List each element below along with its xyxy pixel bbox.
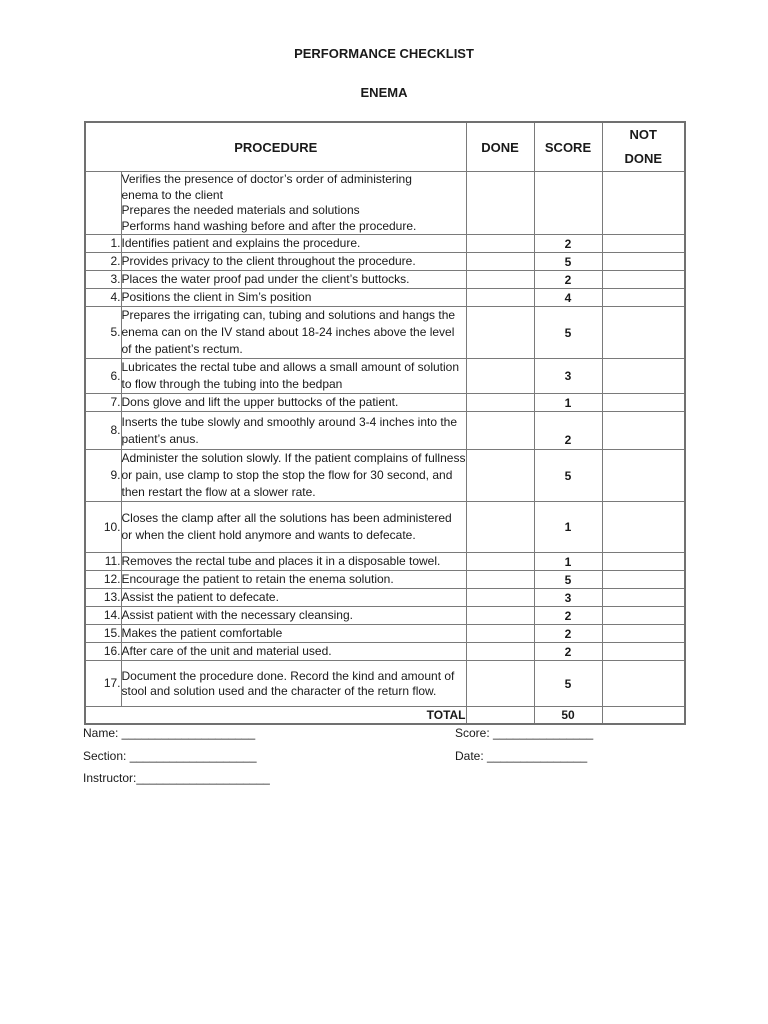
step-score: 3 xyxy=(534,359,602,394)
done-cell[interactable] xyxy=(466,553,534,571)
done-cell[interactable] xyxy=(466,307,534,359)
step-score: 2 xyxy=(534,643,602,661)
step-text: Lubricates the rectal tube and allows a small amount of solution to flow through the tubing into the bedpan xyxy=(121,359,466,394)
done-cell[interactable] xyxy=(466,253,534,271)
step-number: 16. xyxy=(85,643,121,661)
done-cell[interactable] xyxy=(466,625,534,643)
not-done-cell[interactable] xyxy=(602,553,685,571)
done-cell[interactable] xyxy=(466,571,534,589)
done-cell[interactable] xyxy=(466,172,534,235)
not-done-header-line2: DONE xyxy=(624,151,663,166)
document-title: PERFORMANCE CHECKLIST xyxy=(294,46,474,61)
preliminary-steps xyxy=(121,172,466,235)
done-cell[interactable] xyxy=(466,289,534,307)
step-score: 2 xyxy=(534,271,602,289)
step-text: Inserts the tube slowly and smoothly around 3-4 inches into the patient’s anus. xyxy=(121,412,466,450)
done-cell[interactable] xyxy=(466,707,534,724)
checklist-table xyxy=(84,121,686,725)
step-text: Positions the client in Sim’s position xyxy=(121,289,466,307)
step-number: 6. xyxy=(85,359,121,394)
done-cell[interactable] xyxy=(466,661,534,707)
preliminary-line: Prepares the needed materials and solutions xyxy=(121,203,360,217)
done-cell[interactable] xyxy=(466,450,534,502)
step-score: 5 xyxy=(534,571,602,589)
step-number: 17. xyxy=(85,661,121,707)
table-row xyxy=(85,643,685,661)
table-row xyxy=(85,589,685,607)
table-row xyxy=(85,359,685,394)
not-done-cell[interactable] xyxy=(602,235,685,253)
total-score: 50 xyxy=(534,707,602,724)
table-row xyxy=(85,607,685,625)
step-score: 1 xyxy=(534,502,602,553)
step-score: 2 xyxy=(534,235,602,253)
section-field[interactable]: Section: ___________________ xyxy=(83,749,257,763)
step-number: 2. xyxy=(85,253,121,271)
header-row xyxy=(85,122,685,172)
step-score: 4 xyxy=(534,289,602,307)
step-text: After care of the unit and material used. xyxy=(121,643,466,661)
step-text: Identifies patient and explains the procedure. xyxy=(121,235,466,253)
not-done-cell[interactable] xyxy=(602,607,685,625)
preliminary-line: Verifies the presence of doctor’s order of administering xyxy=(121,172,412,186)
not-done-cell[interactable] xyxy=(602,643,685,661)
step-text: Document the procedure done. Record the kind and amount of stool and solution used and the character of the return flow. xyxy=(121,661,466,707)
step-text: Dons glove and lift the upper buttocks of the patient. xyxy=(121,394,466,412)
step-number: 5. xyxy=(85,307,121,359)
step-text: Prepares the irrigating can, tubing and solutions and hangs the enema can on the IV stand about 18-24 inches above the level of the patient’s rectum. xyxy=(121,307,466,359)
table-row xyxy=(85,450,685,502)
preliminary-row xyxy=(85,172,685,235)
not-done-cell[interactable] xyxy=(602,502,685,553)
total-label: TOTAL xyxy=(85,707,466,724)
table-row xyxy=(85,394,685,412)
step-text: Assist the patient to defecate. xyxy=(121,589,466,607)
not-done-cell[interactable] xyxy=(602,289,685,307)
not-done-cell[interactable] xyxy=(602,589,685,607)
step-score: 2 xyxy=(534,412,602,450)
done-cell[interactable] xyxy=(466,607,534,625)
not-done-cell[interactable] xyxy=(602,172,685,235)
not-done-cell[interactable] xyxy=(602,707,685,724)
step-score: 5 xyxy=(534,307,602,359)
step-text: Removes the rectal tube and places it in a disposable towel. xyxy=(121,553,466,571)
total-row xyxy=(85,707,685,724)
not-done-cell[interactable] xyxy=(602,253,685,271)
step-text: Administer the solution slowly. If the patient complains of fullness or pain, use clamp to stop the stop the flow for 30 second, and then restart the flow at a slower rate. xyxy=(121,450,466,502)
step-number: 15. xyxy=(85,625,121,643)
step-number: 14. xyxy=(85,607,121,625)
step-number: 4. xyxy=(85,289,121,307)
step-text: Makes the patient comfortable xyxy=(121,625,466,643)
not-done-cell[interactable] xyxy=(602,450,685,502)
step-number: 9. xyxy=(85,450,121,502)
table-row xyxy=(85,271,685,289)
score-field[interactable]: Score: _______________ xyxy=(455,726,594,740)
table-row xyxy=(85,571,685,589)
step-score: 3 xyxy=(534,589,602,607)
document-subtitle: ENEMA xyxy=(360,85,408,100)
done-cell[interactable] xyxy=(466,235,534,253)
step-number: 11. xyxy=(85,553,121,571)
step-score: 5 xyxy=(534,253,602,271)
step-number: 1. xyxy=(85,235,121,253)
not-done-cell[interactable] xyxy=(602,307,685,359)
date-field[interactable]: Date: _______________ xyxy=(455,749,588,763)
not-done-cell[interactable] xyxy=(602,394,685,412)
step-score: 5 xyxy=(534,661,602,707)
table-row xyxy=(85,661,685,707)
not-done-cell[interactable] xyxy=(602,661,685,707)
preliminary-line: enema to the client xyxy=(121,187,223,202)
not-done-header-line1: NOT xyxy=(629,127,657,142)
done-cell[interactable] xyxy=(466,643,534,661)
step-score: 1 xyxy=(534,553,602,571)
step-text: Closes the clamp after all the solutions has been administered or when the client hold anymore and wants to defecate. xyxy=(121,502,466,553)
table-row xyxy=(85,553,685,571)
score-cell xyxy=(534,172,602,235)
done-cell[interactable] xyxy=(466,271,534,289)
done-cell[interactable] xyxy=(466,502,534,553)
step-number: 13. xyxy=(85,589,121,607)
preliminary-line: Performs hand washing before and after the procedure. xyxy=(121,218,417,233)
step-score: 2 xyxy=(534,625,602,643)
done-cell[interactable] xyxy=(466,394,534,412)
step-text: Assist patient with the necessary cleansing. xyxy=(121,607,466,625)
step-text: Places the water proof pad under the client’s buttocks. xyxy=(121,271,466,289)
table-row xyxy=(85,235,685,253)
step-score: 5 xyxy=(534,450,602,502)
procedure-header: PROCEDURE xyxy=(85,122,466,172)
step-number: 10. xyxy=(85,502,121,553)
table-row xyxy=(85,625,685,643)
done-cell[interactable] xyxy=(466,589,534,607)
not-done-cell[interactable] xyxy=(602,571,685,589)
done-cell[interactable] xyxy=(466,359,534,394)
step-text: Encourage the patient to retain the enema solution. xyxy=(121,571,466,589)
table-row xyxy=(85,307,685,359)
not-done-cell[interactable] xyxy=(602,271,685,289)
step-text: Provides privacy to the client throughout the procedure. xyxy=(121,253,466,271)
name-field[interactable]: Name: ____________________ xyxy=(83,726,256,740)
not-done-cell[interactable] xyxy=(602,625,685,643)
table-row xyxy=(85,289,685,307)
score-header: SCORE xyxy=(534,122,602,172)
step-number: 8. xyxy=(85,412,121,450)
step-number: 12. xyxy=(85,571,121,589)
table-row xyxy=(85,412,685,450)
not-done-header xyxy=(602,122,685,172)
step-number: 3. xyxy=(85,271,121,289)
instructor-field[interactable]: Instructor:____________________ xyxy=(83,771,270,785)
not-done-cell[interactable] xyxy=(602,359,685,394)
not-done-cell[interactable] xyxy=(602,412,685,450)
done-header: DONE xyxy=(466,122,534,172)
table-row xyxy=(85,502,685,553)
step-score: 1 xyxy=(534,394,602,412)
step-number: 7. xyxy=(85,394,121,412)
table-row xyxy=(85,253,685,271)
done-cell[interactable] xyxy=(466,412,534,450)
step-score: 2 xyxy=(534,607,602,625)
